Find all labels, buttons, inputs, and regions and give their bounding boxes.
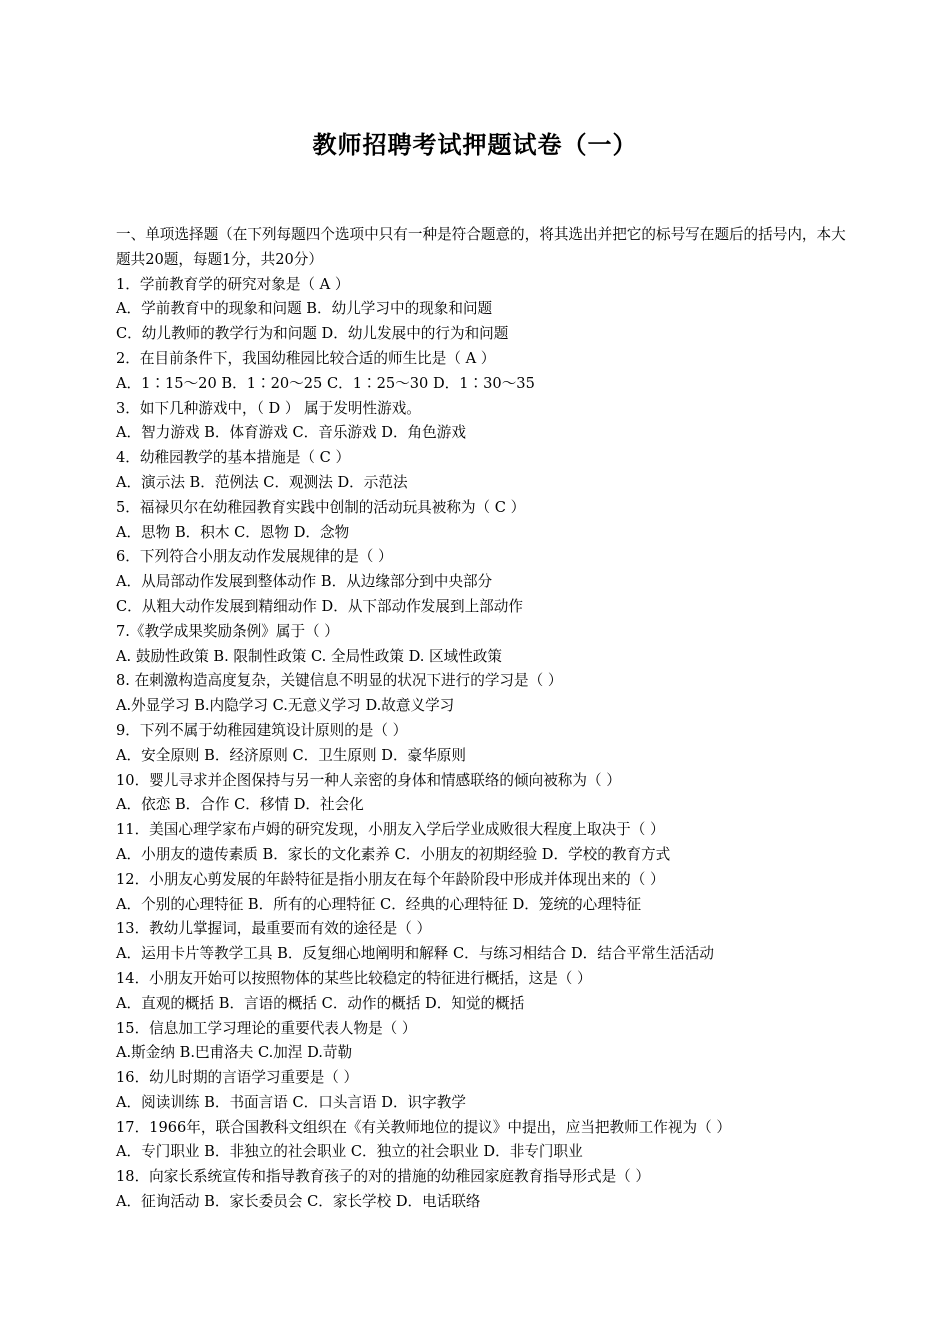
question-line: A．阅读训练 B．书面言语 C．口头言语 D．识字教学	[116, 1093, 466, 1111]
question-line: 4．幼稚园教学的基本措施是（ C ）	[116, 449, 351, 467]
question-line: 8. 在刺激构造高度复杂，关键信息不明显的状况下进行的学习是（ ）	[116, 672, 563, 690]
question-line: 12．小朋友心剪发展的年龄特征是指小朋友在每个年龄阶段中形成并体现出来的（ ）	[116, 870, 665, 888]
question-line: A. 鼓励性政策 B. 限制性政策 C. 全局性政策 D. 区域性政策	[116, 647, 502, 665]
question-line: C．从粗大动作发展到精细动作 D．从下部动作发展到上部动作	[116, 597, 523, 615]
question-line: 5．福禄贝尔在幼稚园教育实践中创制的活动玩具被称为（ C ）	[116, 498, 526, 516]
section-intro: 一、单项选择题（在下列每题四个选项中只有一种是符合题意的，将其选出并把它的标号写在题后的括号内，本大题共20题，每题1分，共20分）	[116, 226, 846, 268]
question-line: A．从局部动作发展到整体动作 B．从边缘部分到中央部分	[116, 573, 493, 591]
question-line: 7.《教学成果奖励条例》属于（ ）	[116, 622, 339, 640]
question-line: A．思物 B．积木 C．恩物 D．念物	[116, 523, 350, 541]
question-line: 16．幼儿时期的言语学习重要是（ ）	[116, 1069, 359, 1087]
question-line: 10．婴儿寻求并企图保持与另一种人亲密的身体和情感联络的倾向被称为（ ）	[116, 771, 621, 789]
question-line: A.斯金纳 B.巴甫洛夫 C.加涅 D.苛勒	[116, 1044, 353, 1062]
question-line: A．演示法 B．范例法 C．观测法 D．示范法	[116, 473, 408, 491]
question-line: 18．向家长系统宣传和指导教育孩子的对的措施的幼稚园家庭教育指导形式是（ ）	[116, 1168, 650, 1186]
question-line: A．专门职业 B．非独立的社会职业 C．独立的社会职业 D．非专门职业	[116, 1143, 583, 1161]
question-line: A．直观的概括 B．言语的概括 C．动作的概括 D．知觉的概括	[116, 994, 525, 1012]
question-line: C．幼儿教师的教学行为和问题 D．幼儿发展中的行为和问题	[116, 325, 509, 343]
question-section	[116, 223, 856, 1215]
question-line: A．1∶15～20 B．1∶20～25 C．1∶25～30 D．1∶30～35	[116, 374, 535, 392]
question-line: 2．在目前条件下，我国幼稚园比较合适的师生比是（ A ）	[116, 349, 496, 367]
question-line: A．智力游戏 B．体育游戏 C．音乐游戏 D．角色游戏	[116, 424, 466, 442]
question-list	[116, 273, 856, 1215]
question-line: A．学前教育中的现象和问题 B．幼儿学习中的现象和问题	[116, 300, 493, 318]
question-line: 13．教幼儿掌握词，最重要而有效的途径是（ ）	[116, 920, 432, 938]
question-line: 14．小朋友开始可以按照物体的某些比较稳定的特征进行概括，这是（ ）	[116, 969, 592, 987]
question-line: 11．美国心理学家布卢姆的研究发现，小朋友入学后学业成败很大程度上取决于（ ）	[116, 821, 665, 839]
question-line: 6．下列符合小朋友动作发展规律的是（ ）	[116, 548, 393, 566]
question-line: A．安全原则 B．经济原则 C．卫生原则 D．豪华原则	[116, 746, 466, 764]
question-line: A.外显学习 B.内隐学习 C.无意义学习 D.故意义学习	[116, 697, 455, 715]
question-line: A．依恋 B．合作 C．移情 D．社会化	[116, 796, 364, 814]
question-line: A．个别的心理特征 B．所有的心理特征 C．经典的心理特征 D．笼统的心理特征	[116, 895, 642, 913]
page-title: 教师招聘考试押题试卷（一）	[312, 131, 638, 159]
question-line: 1．学前教育学的研究对象是（ A ）	[116, 275, 350, 293]
question-line: 9．下列不属于幼稚园建筑设计原则的是（ ）	[116, 721, 408, 739]
question-line: 15．信息加工学习理论的重要代表人物是（ ）	[116, 1019, 417, 1037]
question-line: 3．如下几种游戏中，（ D ） 属于发明性游戏。	[116, 399, 421, 417]
question-line: 17．1966年，联合国教科文组织在《有关教师地位的提议》中提出，应当把教师工作视为（ ）	[116, 1118, 731, 1136]
question-line: A．运用卡片等教学工具 B．反复细心地阐明和解释 C．与练习相结合 D．结合平常生活活动	[116, 945, 715, 963]
question-line: A．小朋友的遗传素质 B．家长的文化素养 C．小朋友的初期经验 D．学校的教育方式	[116, 845, 671, 863]
question-line: A．征询活动 B．家长委员会 C．家长学校 D．电话联络	[116, 1193, 481, 1211]
